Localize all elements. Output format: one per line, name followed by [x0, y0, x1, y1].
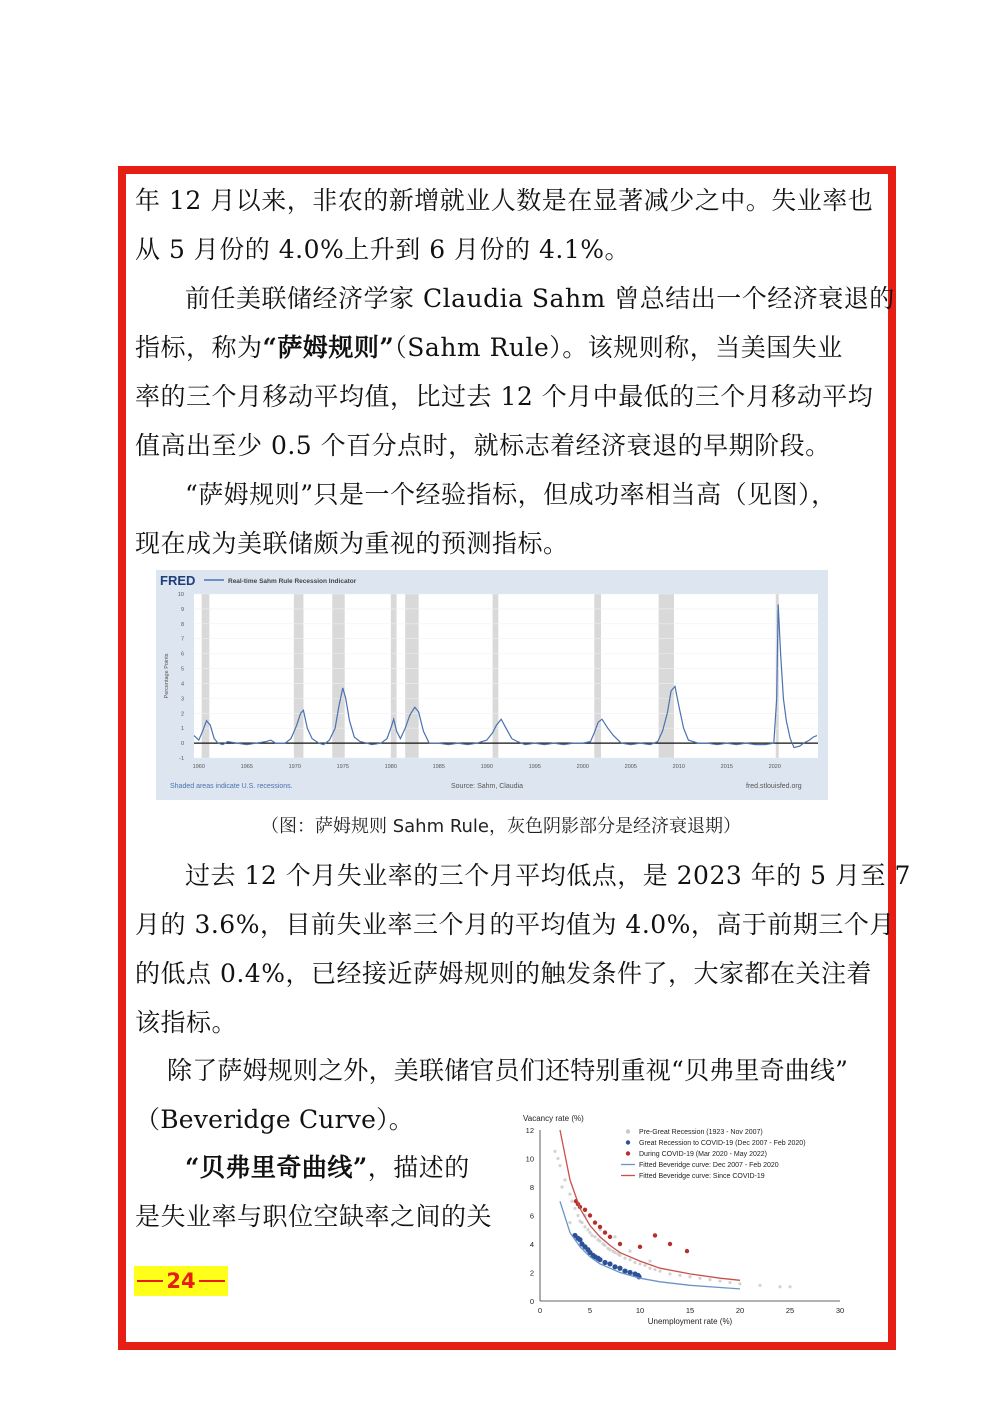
- scatter-point: [558, 1164, 561, 1167]
- y-axis-label: Vacancy rate (%): [523, 1114, 584, 1123]
- scatter-point: [623, 1257, 626, 1260]
- scatter-point: [638, 1245, 642, 1249]
- y-tick-label: 7: [180, 636, 184, 643]
- text-line: 过去 12 个月失业率的三个月平均低点，是 2023 年的 5 月至 7: [185, 861, 911, 890]
- paragraph-1: [135, 176, 874, 274]
- x-tick-label: 1970: [288, 764, 301, 770]
- text-line: [135, 1143, 505, 1192]
- scatter-point: [628, 1250, 631, 1253]
- legend-swatch: [626, 1129, 630, 1133]
- y-tick-label: 9: [180, 606, 184, 613]
- legend-swatch: [626, 1140, 630, 1144]
- chart-title: Real-time Sahm Rule Recession Indicator: [228, 578, 357, 585]
- scatter-point: [678, 1274, 681, 1277]
- recession-shade: [493, 594, 499, 758]
- scatter-point: [668, 1272, 671, 1275]
- beveridge-curve-chart-svg: [515, 1108, 855, 1330]
- scatter-point: [560, 1185, 563, 1188]
- y-tick-label: 1: [180, 726, 184, 733]
- scatter-point: [593, 1235, 596, 1238]
- y-tick-label: 6: [180, 651, 184, 658]
- scatter-point: [728, 1281, 731, 1284]
- scatter-point: [698, 1277, 701, 1280]
- x-tick-label: 1960: [192, 764, 205, 770]
- scatter-point: [613, 1235, 616, 1238]
- y-tick-label: 10: [177, 592, 184, 598]
- scatter-point: [618, 1254, 621, 1257]
- scatter-point: [718, 1279, 721, 1282]
- text-line: 是失业率与职位空缺率之间的关: [135, 1202, 493, 1231]
- scatter-point: [612, 1264, 617, 1269]
- scatter-point: [603, 1230, 607, 1234]
- y-tick-label: 0: [180, 741, 184, 748]
- recession-shade: [594, 594, 601, 758]
- x-tick-label: 1985: [432, 764, 445, 770]
- recession-shade: [391, 594, 397, 758]
- scatter-point: [576, 1214, 579, 1217]
- scatter-point: [597, 1257, 602, 1262]
- scatter-point: [553, 1150, 556, 1153]
- scatter-point: [588, 1213, 592, 1217]
- scatter-point: [653, 1233, 657, 1237]
- text-line: 从 5 月份的 4.0%上升到 6 月份的 4.1%。: [135, 235, 631, 264]
- scatter-point: [633, 1261, 636, 1264]
- text-line: 除了萨姆规则之外，美联储官员们还特别重视“贝弗里奇曲线”: [167, 1056, 849, 1085]
- x-tick-label: 30: [835, 1306, 845, 1315]
- scatter-point: [568, 1193, 571, 1196]
- x-tick-label: 1980: [384, 764, 397, 770]
- y-tick-label: 5: [180, 666, 184, 673]
- y-tick-label: 4: [180, 681, 184, 688]
- scatter-point: [685, 1249, 689, 1253]
- x-tick-label: 10: [635, 1306, 645, 1315]
- x-tick-label: 15: [685, 1306, 695, 1315]
- x-tick-label: 2010: [672, 764, 685, 770]
- sahm-rule-term: “萨姆规则”: [262, 333, 395, 362]
- text-span: 指标，称为: [135, 333, 263, 362]
- y-tick-label: 8: [180, 621, 184, 628]
- x-tick-label: 2015: [720, 764, 733, 770]
- x-axis-label: Unemployment rate (%): [647, 1317, 733, 1326]
- y-tick-label: 12: [525, 1126, 534, 1135]
- scatter-point: [598, 1240, 601, 1243]
- sahm-rule-chart-svg: [156, 570, 828, 800]
- scatter-point: [638, 1262, 641, 1265]
- scatter-point: [608, 1248, 611, 1251]
- x-tick-label: 1990: [480, 764, 493, 770]
- text-line: 率的三个月移动平均值，比过去 12 个月中最低的三个月移动平均: [135, 382, 874, 411]
- fred-logo: FRED: [160, 573, 196, 588]
- scatter-point: [570, 1200, 573, 1203]
- scatter-point: [573, 1207, 576, 1210]
- text-line: 月的 3.6%，目前失业率三个月的平均值为 4.0%，高于前期三个月: [135, 910, 895, 939]
- scatter-point: [613, 1251, 616, 1254]
- scatter-point: [618, 1242, 622, 1246]
- scatter-point: [563, 1178, 566, 1181]
- plot-area: [194, 594, 818, 758]
- beveridge-curve-term: “贝弗里奇曲线”: [185, 1153, 368, 1182]
- legend-label: Fitted Beveridge curve: Since COVID-19: [639, 1173, 765, 1180]
- text-line: [135, 323, 867, 372]
- legend-label: Great Recession to COVID-19 (Dec 2007 - Feb 2020): [639, 1140, 806, 1147]
- scatter-point: [593, 1220, 597, 1224]
- legend-swatch: [626, 1151, 630, 1155]
- recession-shade: [332, 594, 344, 758]
- scatter-point: [580, 1221, 583, 1224]
- text-line: 该指标。: [135, 1008, 238, 1037]
- footer-source: Source: Sahm, Claudia: [451, 783, 523, 790]
- x-tick-label: 20: [735, 1306, 745, 1315]
- paragraph-6: [135, 1143, 505, 1241]
- scatter-point: [628, 1258, 631, 1261]
- text-line: 年 12 月以来，非农的新增就业人数是在显著减少之中。失业率也: [135, 186, 874, 215]
- scatter-point: [668, 1242, 672, 1246]
- text-line: 前任美联储经济学家 Claudia Sahm 曾总结出一个经济衰退的: [185, 284, 895, 313]
- x-tick-label: 2005: [624, 764, 637, 770]
- page-number-dash: [199, 1280, 225, 1282]
- figure-caption: （图：萨姆规则 Sahm Rule，灰色阴影部分是经济衰退期）: [260, 816, 742, 837]
- scatter-point: [788, 1285, 791, 1288]
- legend-label: Pre-Great Recession (1923 - Nov 2007): [639, 1129, 763, 1136]
- x-tick-label: 5: [587, 1306, 593, 1315]
- legend-label: Fitted Beveridge curve: Dec 2007 - Feb 2020: [639, 1162, 779, 1169]
- x-tick-label: 1975: [336, 764, 349, 770]
- scatter-point: [603, 1244, 606, 1247]
- y-tick-label: -1: [179, 756, 184, 762]
- y-tick-label: 3: [180, 696, 184, 703]
- scatter-point: [738, 1282, 741, 1285]
- scatter-point: [556, 1157, 559, 1160]
- scatter-point: [648, 1267, 651, 1270]
- y-tick-label: 10: [525, 1154, 534, 1164]
- scatter-point: [708, 1278, 711, 1281]
- x-tick-label: 0: [537, 1306, 543, 1315]
- footer-url: fred.stlouisfed.org: [746, 783, 802, 790]
- y-axis-label: Percentage Points: [164, 653, 170, 699]
- scatter-point: [653, 1268, 656, 1271]
- text-line: 值高出至少 0.5 个百分点时，就标志着经济衰退的早期阶段。: [135, 431, 831, 460]
- text-line: “萨姆规则”只是一个经验指标，但成功率相当高（见图），: [185, 480, 837, 509]
- x-tick-label: 25: [785, 1306, 795, 1315]
- y-tick-label: 6: [529, 1211, 534, 1221]
- scatter-point: [617, 1266, 622, 1271]
- page-number: 24: [166, 1269, 196, 1293]
- sahm-rule-chart: [156, 570, 828, 800]
- text-line: 的低点 0.4%，已经接近萨姆规则的触发条件了，大家都在关注着: [135, 959, 872, 988]
- text-line: （Beveridge Curve）。: [135, 1105, 414, 1134]
- y-tick-label: 4: [529, 1240, 534, 1249]
- recession-shade: [405, 594, 418, 758]
- scatter-point: [758, 1284, 761, 1287]
- fitted-curve-line: [560, 1201, 740, 1289]
- y-tick-label: 2: [529, 1268, 534, 1278]
- scatter-point: [583, 1208, 587, 1212]
- footer-note: Shaded areas indicate U.S. recessions.: [170, 783, 293, 790]
- beveridge-curve-chart: [515, 1108, 855, 1330]
- recession-shade: [294, 594, 304, 758]
- scatter-point: [608, 1235, 612, 1239]
- y-tick-label: 8: [529, 1183, 534, 1192]
- x-tick-label: 2000: [576, 764, 589, 770]
- y-tick-label: 0: [529, 1297, 534, 1306]
- x-tick-label: 1995: [528, 764, 541, 770]
- paragraph-3: [135, 470, 867, 568]
- scatter-point: [590, 1234, 593, 1237]
- text-span: （Sahm Rule）。该规则称，当美国失业: [394, 333, 843, 362]
- scatter-point: [586, 1228, 589, 1231]
- legend-label: During COVID-19 (Mar 2020 - May 2022): [639, 1151, 767, 1158]
- paragraph-4: [135, 851, 911, 1047]
- x-tick-label: 1965: [240, 764, 253, 770]
- scatter-point: [568, 1221, 571, 1224]
- scatter-point: [607, 1261, 612, 1266]
- scatter-point: [643, 1264, 646, 1267]
- text-line: 现在成为美联储颇为重视的预测指标。: [135, 529, 569, 558]
- scatter-point: [658, 1269, 661, 1272]
- scatter-point: [778, 1285, 781, 1288]
- scatter-point: [648, 1260, 651, 1263]
- page-number-box: [134, 1266, 228, 1296]
- paragraph-2: [135, 274, 895, 470]
- scatter-point: [688, 1275, 691, 1278]
- scatter-point: [583, 1225, 586, 1228]
- scatter-point: [602, 1260, 607, 1265]
- scatter-point: [588, 1231, 591, 1234]
- recession-shade: [202, 594, 210, 758]
- x-tick-label: 2020: [768, 764, 781, 770]
- text-span: ，描述的: [367, 1153, 470, 1182]
- y-tick-label: 2: [180, 711, 184, 718]
- page-number-dash: [137, 1280, 163, 1282]
- scatter-point: [598, 1225, 602, 1229]
